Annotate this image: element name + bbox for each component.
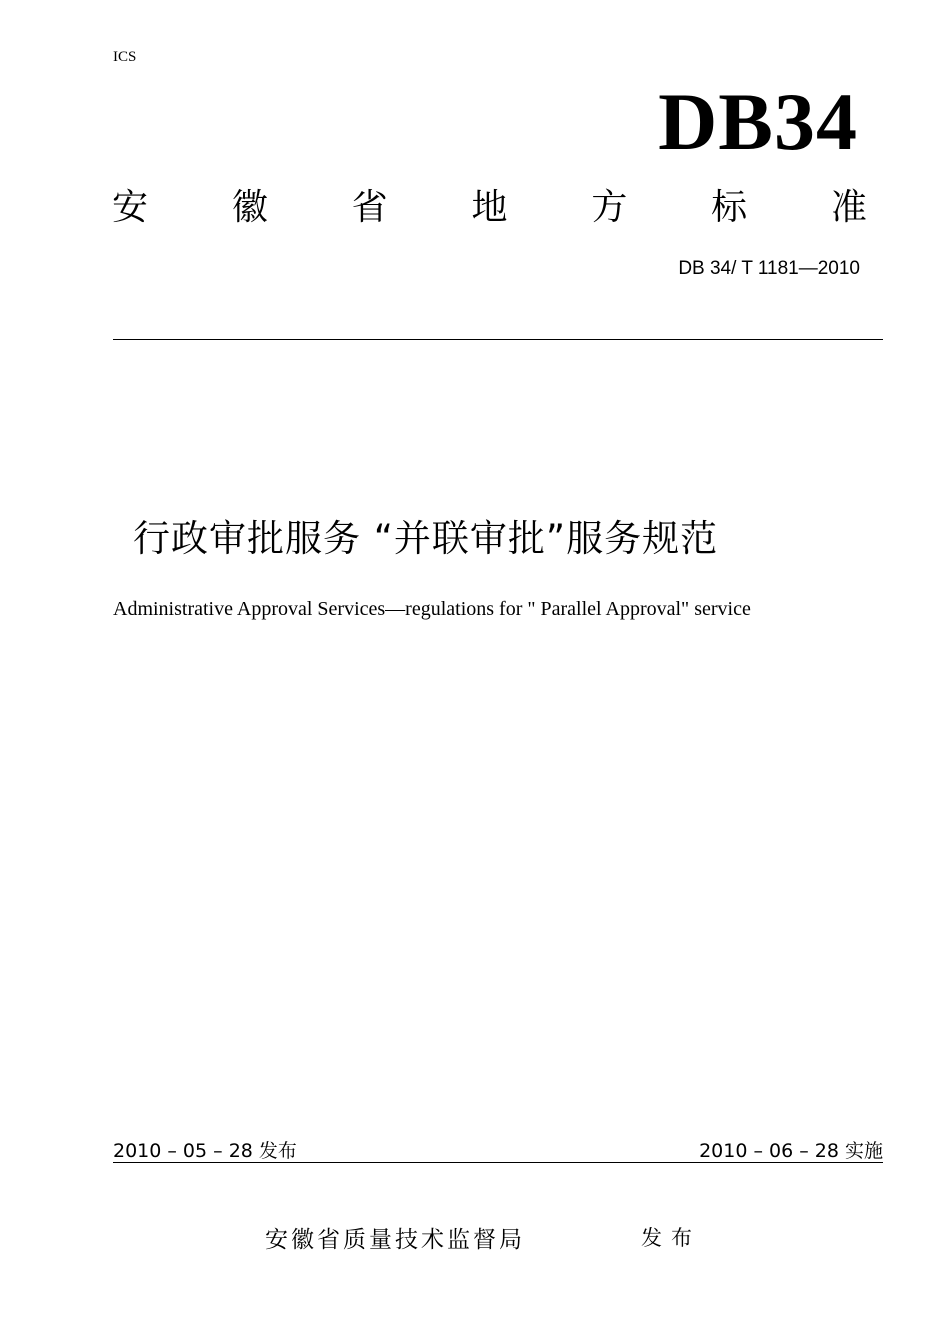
publish-date: 2010 – 05 – 28 发布 bbox=[113, 1140, 297, 1162]
document-title-english: Administrative Approval Services—regulations for " Parallel Approval" service bbox=[113, 598, 751, 620]
standard-type-char: 准 bbox=[830, 187, 867, 228]
issue-label: 发布 bbox=[641, 1226, 701, 1250]
implementation-date: 2010 – 06 – 28 实施 bbox=[699, 1140, 883, 1162]
ics-label: ICS bbox=[113, 49, 137, 65]
standard-number: DB 34/ T 1181—2010 bbox=[678, 258, 860, 279]
standard-type-char: 安 bbox=[112, 187, 149, 228]
standard-type-char: 方 bbox=[591, 187, 628, 228]
standard-type-char: 徽 bbox=[231, 187, 268, 228]
document-title-chinese: 行政审批服务 “并联审批”服务规范 bbox=[133, 517, 719, 560]
standard-type-char: 标 bbox=[711, 187, 748, 228]
standard-type-char: 地 bbox=[471, 187, 508, 228]
standard-code-logo: DB34 bbox=[658, 76, 858, 167]
top-divider bbox=[113, 339, 883, 340]
standard-type-heading bbox=[112, 180, 867, 236]
standard-type-char: 省 bbox=[351, 187, 388, 228]
issuing-authority: 安徽省质量技术监督局 bbox=[265, 1227, 525, 1253]
bottom-divider bbox=[113, 1162, 883, 1163]
